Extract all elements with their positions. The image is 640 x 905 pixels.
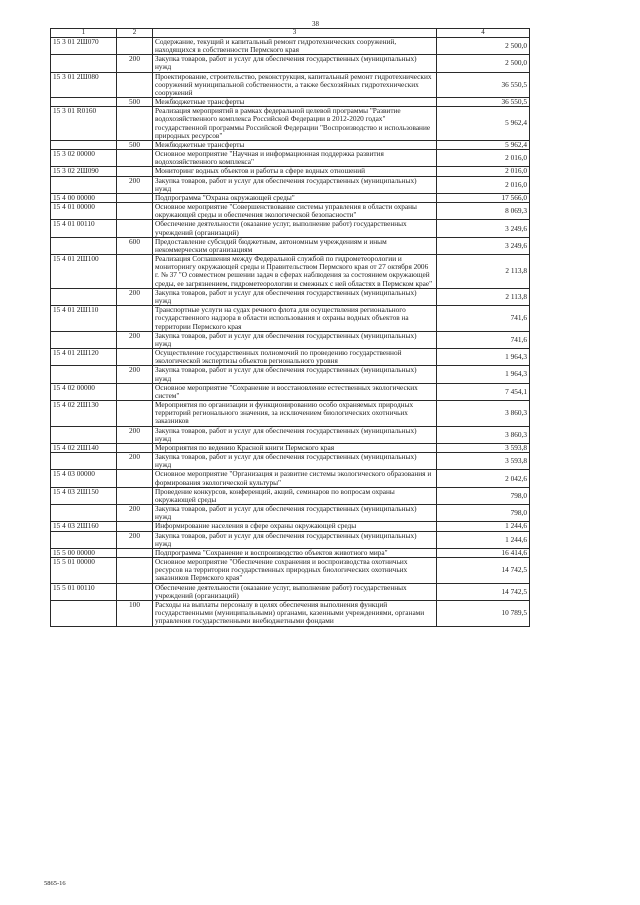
row-name-cell: Проведение конкурсов, конференций, акций, семинаров по вопросам охраны окружающей среды xyxy=(153,487,437,504)
table-row xyxy=(51,288,530,305)
row-code-cell: 15 4 02 2Ш130 xyxy=(51,401,117,427)
row-expense-type-cell: 200 xyxy=(117,55,153,72)
row-name-cell: Закупка товаров, работ и услуг для обеспечения государственных (муниципальных) нужд xyxy=(153,55,437,72)
row-expense-type-cell: 200 xyxy=(117,453,153,470)
row-amount-cell: 741,6 xyxy=(437,306,530,332)
row-name-cell: Содержание, текущий и капитальный ремонт гидротехнических сооружений, находящихся в собственности Пермского края xyxy=(153,37,437,54)
row-name-cell: Основное мероприятие "Обеспечение сохранения и воспроизводства охотничьих ресурсов на территории государственных природных биологических охотничьих заказников Пермского края" xyxy=(153,558,437,584)
row-code-cell xyxy=(51,98,117,107)
table-row xyxy=(51,548,530,557)
row-name-cell: Осуществление государственных полномочий по проведению государственной экологической экспертизы объектов регионального уровня xyxy=(153,349,437,366)
row-name-cell: Закупка товаров, работ и услуг для обеспечения государственных (муниципальных) нужд xyxy=(153,453,437,470)
row-code-cell xyxy=(51,426,117,443)
table-row xyxy=(51,470,530,487)
row-amount-cell: 1 244,6 xyxy=(437,531,530,548)
row-code-cell: 15 4 03 2Ш150 xyxy=(51,487,117,504)
row-amount-cell: 1 964,3 xyxy=(437,349,530,366)
row-expense-type-cell xyxy=(117,220,153,237)
row-code-cell xyxy=(51,237,117,254)
row-amount-cell: 2 042,6 xyxy=(437,470,530,487)
row-expense-type-cell xyxy=(117,470,153,487)
row-amount-cell: 17 566,0 xyxy=(437,193,530,202)
row-code-cell: 15 4 01 2Ш100 xyxy=(51,255,117,289)
row-expense-type-cell xyxy=(117,72,153,98)
column-header-code: 1 xyxy=(51,29,117,38)
table-row xyxy=(51,306,530,332)
column-header-expense-type: 2 xyxy=(117,29,153,38)
row-amount-cell: 5 962,4 xyxy=(437,107,530,141)
row-expense-type-cell xyxy=(117,193,153,202)
row-expense-type-cell xyxy=(117,487,153,504)
row-amount-cell: 16 414,6 xyxy=(437,548,530,557)
row-amount-cell: 798,0 xyxy=(437,505,530,522)
row-amount-cell: 2 016,0 xyxy=(437,167,530,176)
row-expense-type-cell xyxy=(117,401,153,427)
table-row xyxy=(51,331,530,348)
row-amount-cell: 798,0 xyxy=(437,487,530,504)
row-name-cell: Подпрограмма "Сохранение и воспроизводство объектов животного мира" xyxy=(153,548,437,557)
row-amount-cell: 7 454,1 xyxy=(437,383,530,400)
row-name-cell: Обеспечение деятельности (оказание услуг, выполнение работ) государственных учреждений (организаций) xyxy=(153,220,437,237)
row-amount-cell: 10 789,5 xyxy=(437,601,530,627)
row-name-cell: Мероприятия по организации и функционированию особо охраняемых природных территорий регионального значения, за исключением биологических охотничьих заказников xyxy=(153,401,437,427)
row-amount-cell: 741,6 xyxy=(437,331,530,348)
row-expense-type-cell: 600 xyxy=(117,237,153,254)
table-row xyxy=(51,487,530,504)
table-row xyxy=(51,255,530,289)
table-row xyxy=(51,107,530,141)
row-name-cell: Закупка товаров, работ и услуг для обеспечения государственных (муниципальных) нужд xyxy=(153,505,437,522)
budget-table-body xyxy=(51,29,530,627)
row-expense-type-cell: 200 xyxy=(117,531,153,548)
row-code-cell xyxy=(51,288,117,305)
table-row xyxy=(51,383,530,400)
column-header-amount: 4 xyxy=(437,29,530,38)
row-amount-cell: 36 550,5 xyxy=(437,98,530,107)
row-code-cell: 15 5 01 00000 xyxy=(51,558,117,584)
row-expense-type-cell: 200 xyxy=(117,331,153,348)
row-amount-cell: 5 962,4 xyxy=(437,140,530,149)
table-header-row xyxy=(51,29,530,38)
row-code-cell xyxy=(51,55,117,72)
row-code-cell: 15 4 01 00000 xyxy=(51,203,117,220)
table-row xyxy=(51,55,530,72)
row-expense-type-cell xyxy=(117,349,153,366)
row-name-cell: Транспортные услуги на судах речного флота для осуществления регионального государственного надзора в области использования и охраны водных объектов на территории Пермского края xyxy=(153,306,437,332)
row-name-cell: Информирование населения в сфере охраны окружающей среды xyxy=(153,522,437,531)
row-amount-cell: 2 113,8 xyxy=(437,288,530,305)
row-expense-type-cell xyxy=(117,255,153,289)
row-amount-cell: 3 249,6 xyxy=(437,220,530,237)
row-name-cell: Закупка товаров, работ и услуг для обеспечения государственных (муниципальных) нужд xyxy=(153,426,437,443)
table-row xyxy=(51,558,530,584)
table-row xyxy=(51,237,530,254)
row-expense-type-cell xyxy=(117,558,153,584)
row-name-cell: Реализация Соглашения между Федеральной службой по гидрометеорологии и мониторингу окружающей среды и Правительством Пермского края от 27 октября 2006 г. № 37 "О совместном решении задач в сферах наблюдения за состоянием окружающей среды, ее загрязнением, гидрометеорологии и смежных с ней областях в Пермском крае" xyxy=(153,255,437,289)
row-name-cell: Предоставление субсидий бюджетным, автономным учреждениям и иным некоммерческим организациям xyxy=(153,237,437,254)
row-code-cell: 15 3 01 2Ш070 xyxy=(51,37,117,54)
row-code-cell: 15 4 03 2Ш160 xyxy=(51,522,117,531)
page-number: 38 xyxy=(312,20,319,28)
table-row xyxy=(51,176,530,193)
table-row xyxy=(51,167,530,176)
row-expense-type-cell xyxy=(117,107,153,141)
row-code-cell xyxy=(51,140,117,149)
table-row xyxy=(51,193,530,202)
row-amount-cell: 2 500,0 xyxy=(437,55,530,72)
row-expense-type-cell xyxy=(117,306,153,332)
row-name-cell: Межбюджетные трансферты xyxy=(153,98,437,107)
row-name-cell: Основное мероприятие "Организация и развитие системы экологического образования и формирования экологической культуры" xyxy=(153,470,437,487)
row-name-cell: Закупка товаров, работ и услуг для обеспечения государственных (муниципальных) нужд xyxy=(153,366,437,383)
row-code-cell xyxy=(51,331,117,348)
row-code-cell: 15 3 02 2Ш090 xyxy=(51,167,117,176)
table-row xyxy=(51,453,530,470)
column-header-name: 3 xyxy=(153,29,437,38)
row-code-cell: 15 4 03 00000 xyxy=(51,470,117,487)
table-row xyxy=(51,349,530,366)
row-code-cell xyxy=(51,531,117,548)
row-code-cell: 15 3 01 2Ш080 xyxy=(51,72,117,98)
table-row xyxy=(51,98,530,107)
table-row xyxy=(51,203,530,220)
budget-table xyxy=(50,28,530,627)
row-name-cell: Мероприятия по ведению Красной книги Пермского края xyxy=(153,443,437,452)
table-row xyxy=(51,531,530,548)
row-code-cell xyxy=(51,505,117,522)
table-row xyxy=(51,426,530,443)
table-row xyxy=(51,401,530,427)
row-name-cell: Мониторинг водных объектов и работы в сфере водных отношений xyxy=(153,167,437,176)
row-code-cell: 15 4 01 00110 xyxy=(51,220,117,237)
row-name-cell: Подпрограмма "Охрана окружающей среды" xyxy=(153,193,437,202)
table-row xyxy=(51,366,530,383)
row-expense-type-cell: 100 xyxy=(117,601,153,627)
table-row xyxy=(51,220,530,237)
row-name-cell: Закупка товаров, работ и услуг для обеспечения государственных (муниципальных) нужд xyxy=(153,331,437,348)
row-expense-type-cell xyxy=(117,383,153,400)
row-name-cell: Обеспечение деятельности (оказание услуг, выполнение работ) государственных учреждений (организаций) xyxy=(153,583,437,600)
table-row xyxy=(51,522,530,531)
row-code-cell: 15 5 00 00000 xyxy=(51,548,117,557)
row-code-cell xyxy=(51,601,117,627)
row-expense-type-cell xyxy=(117,548,153,557)
row-expense-type-cell: 200 xyxy=(117,288,153,305)
row-expense-type-cell: 200 xyxy=(117,366,153,383)
row-name-cell: Расходы на выплаты персоналу в целях обеспечения выполнения функций государственными (муниципальными) органами, казенными учреждениями, органами управления государственными внебюджетными фондами xyxy=(153,601,437,627)
row-expense-type-cell xyxy=(117,522,153,531)
row-amount-cell: 14 742,5 xyxy=(437,558,530,584)
row-code-cell: 15 3 02 00000 xyxy=(51,150,117,167)
row-code-cell: 15 4 01 2Ш120 xyxy=(51,349,117,366)
row-name-cell: Основное мероприятие "Научная и информационная поддержка развития водохозяйственного комплекса" xyxy=(153,150,437,167)
row-name-cell: Закупка товаров, работ и услуг для обеспечения государственных (муниципальных) нужд xyxy=(153,176,437,193)
row-name-cell: Межбюджетные трансферты xyxy=(153,140,437,149)
row-name-cell: Реализация мероприятий в рамках федеральной целевой программы "Развитие водохозяйственного комплекса Российской Федерации в 2012-2020 годах" государственной программы Российской Федерации "Воспроизводство и использование природных ресурсов" xyxy=(153,107,437,141)
table-row xyxy=(51,37,530,54)
row-name-cell: Основное мероприятие "Сохранение и восстановление естественных экологических систем" xyxy=(153,383,437,400)
row-name-cell: Проектирование, строительство, реконструкция, капитальный ремонт гидротехнических сооружений муниципальной собственности, а также бесхозяйных гидротехнических сооружений xyxy=(153,72,437,98)
row-amount-cell: 8 069,3 xyxy=(437,203,530,220)
row-amount-cell: 3 249,6 xyxy=(437,237,530,254)
row-expense-type-cell xyxy=(117,583,153,600)
row-amount-cell: 1 964,3 xyxy=(437,366,530,383)
table-row xyxy=(51,150,530,167)
table-row xyxy=(51,443,530,452)
row-expense-type-cell: 500 xyxy=(117,140,153,149)
row-amount-cell: 1 244,6 xyxy=(437,522,530,531)
row-amount-cell: 3 860,3 xyxy=(437,426,530,443)
row-expense-type-cell xyxy=(117,150,153,167)
row-amount-cell: 2 113,8 xyxy=(437,255,530,289)
row-expense-type-cell: 200 xyxy=(117,426,153,443)
table-row xyxy=(51,601,530,627)
row-expense-type-cell: 200 xyxy=(117,176,153,193)
row-amount-cell: 3 860,3 xyxy=(437,401,530,427)
row-amount-cell: 3 593,8 xyxy=(437,443,530,452)
table-row xyxy=(51,583,530,600)
table-row xyxy=(51,72,530,98)
row-expense-type-cell: 500 xyxy=(117,98,153,107)
row-code-cell: 15 4 02 2Ш140 xyxy=(51,443,117,452)
row-code-cell xyxy=(51,453,117,470)
row-amount-cell: 14 742,5 xyxy=(437,583,530,600)
row-code-cell xyxy=(51,366,117,383)
row-code-cell: 15 5 01 00110 xyxy=(51,583,117,600)
row-expense-type-cell xyxy=(117,37,153,54)
row-name-cell: Основное мероприятие "Совершенствование системы управления в области охраны окружающей среды и обеспечения экологической безопасности" xyxy=(153,203,437,220)
row-expense-type-cell xyxy=(117,443,153,452)
footer-code: 5865-16 xyxy=(44,880,66,887)
row-amount-cell: 2 500,0 xyxy=(437,37,530,54)
row-code-cell: 15 3 01 R0160 xyxy=(51,107,117,141)
row-name-cell: Закупка товаров, работ и услуг для обеспечения государственных (муниципальных) нужд xyxy=(153,531,437,548)
row-code-cell: 15 4 02 00000 xyxy=(51,383,117,400)
row-amount-cell: 36 550,5 xyxy=(437,72,530,98)
row-code-cell: 15 4 00 00000 xyxy=(51,193,117,202)
row-amount-cell: 3 593,8 xyxy=(437,453,530,470)
row-amount-cell: 2 016,0 xyxy=(437,176,530,193)
row-expense-type-cell: 200 xyxy=(117,505,153,522)
row-amount-cell: 2 016,0 xyxy=(437,150,530,167)
table-row xyxy=(51,140,530,149)
table-row xyxy=(51,505,530,522)
row-expense-type-cell xyxy=(117,167,153,176)
row-name-cell: Закупка товаров, работ и услуг для обеспечения государственных (муниципальных) нужд xyxy=(153,288,437,305)
row-expense-type-cell xyxy=(117,203,153,220)
row-code-cell: 15 4 01 2Ш110 xyxy=(51,306,117,332)
row-code-cell xyxy=(51,176,117,193)
